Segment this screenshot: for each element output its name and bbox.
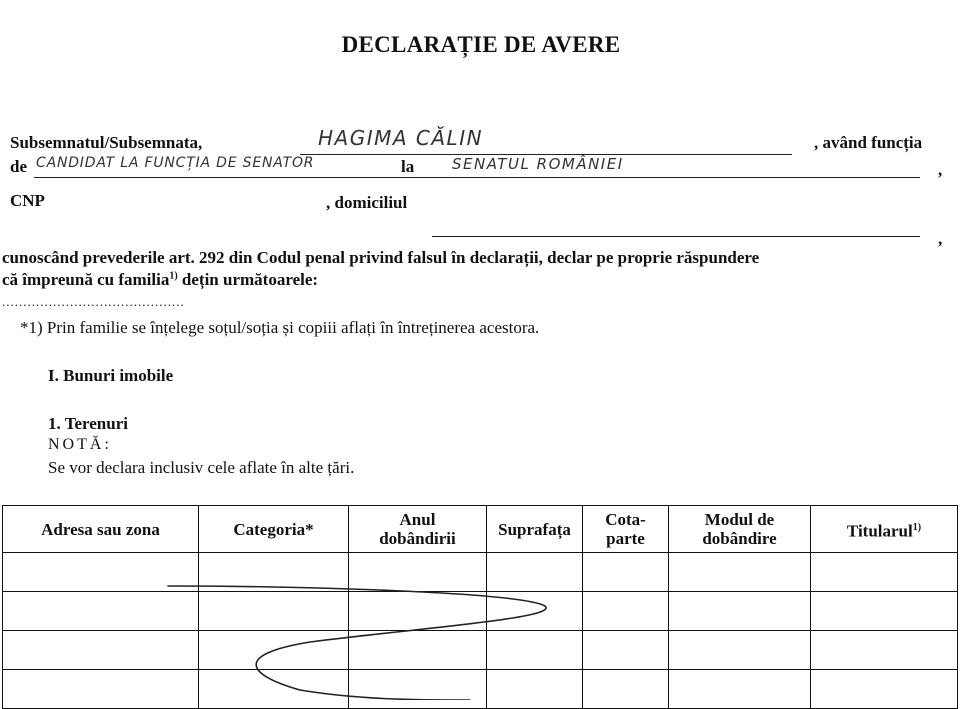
col-header-anul-text: Anul dobândirii — [379, 510, 456, 548]
footnote-text: *1) Prin familie se înțelege soțul/soția și copiii aflați în întreținerea acestora. — [20, 318, 540, 337]
titular-footnote-marker: 1) — [912, 521, 922, 533]
comma-1: , — [938, 160, 943, 179]
la-label: la — [401, 157, 415, 176]
col-header-titularul-text: Titularul — [846, 521, 913, 541]
name-handwritten: HAGIMA CĂLIN — [318, 126, 484, 150]
subsection-title: 1. Terenuri — [48, 414, 128, 433]
declaration-line-1: cunoscând prevederile art. 292 din Codul penal privind falsul în declarații, declar pe proprie răspundere — [2, 248, 760, 267]
functia-handwritten: CANDIDAT LA FUNCȚIA DE SENATOR — [36, 155, 315, 171]
col-header-modul-text: Modul de dobândire — [702, 510, 777, 548]
institutia-handwritten: SENATUL ROMÂNIEI — [452, 155, 624, 173]
col-header-suprafata: Suprafața — [487, 506, 583, 553]
footnote-marker: 1) — [169, 270, 178, 282]
col-header-cota-text: Cota-parte — [605, 510, 646, 548]
section-title: I. Bunuri imobile — [48, 366, 174, 385]
dotted-line: ........................................... — [2, 294, 185, 309]
comma-2: , — [938, 229, 943, 248]
col-header-adresa: Adresa sau zona — [3, 506, 199, 553]
domiciliul-label: , domiciliul — [326, 193, 408, 212]
cnp-label: CNP — [10, 191, 45, 210]
document-title: DECLARAȚIE DE AVERE — [341, 32, 621, 57]
subsemnatul-label: Subsemnatul/Subsemnata, — [10, 133, 203, 152]
nota-text: Se vor declara inclusiv cele aflate în alte țări. — [48, 458, 355, 477]
col-header-categoria: Categoria* — [199, 506, 349, 553]
nota-label: NOTĂ: — [48, 436, 112, 453]
declaration-line-2-prefix: că împreună cu familia — [2, 270, 170, 289]
declaration-line-2-suffix: dețin următoarele: — [177, 270, 319, 289]
de-label: de — [10, 157, 27, 176]
avand-functia-label: , având funcția — [814, 133, 923, 152]
